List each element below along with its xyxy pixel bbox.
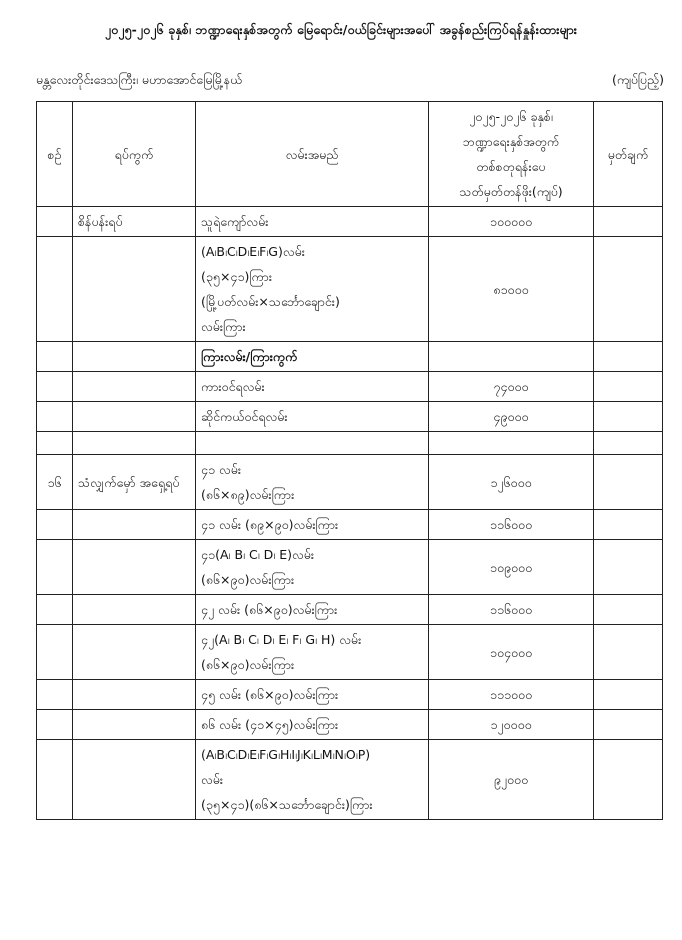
row-remark <box>594 455 663 510</box>
row-quarter: သံလျှက်မှော် အရှေ့ရပ် <box>73 455 196 510</box>
road-line: (A၊B၊C၊D၊E၊F၊G)လမ်း <box>201 244 305 259</box>
road-line: ၄၂(A၊ B၊ C၊ D၊ E၊ F၊ G၊ H) လမ်း <box>201 632 362 647</box>
row-remark <box>594 595 663 625</box>
meta-row <box>36 70 664 96</box>
row-remark <box>594 540 663 595</box>
row-number <box>37 432 73 455</box>
road-line: လမ်းကြား <box>201 319 246 334</box>
row-number <box>37 625 73 680</box>
row-quarter <box>73 625 196 680</box>
road-line: ကြားလမ်း/ကြားကွက် <box>201 349 298 364</box>
road-line: သူရဲကျော်လမ်း <box>201 214 269 229</box>
rates-table <box>36 101 663 820</box>
table-row <box>37 710 663 740</box>
road-line: (၃၅×၄၁)(၈၆×သင်္ဘောချောင်း)ကြား <box>201 797 373 812</box>
table-row <box>37 432 663 455</box>
row-remark <box>594 680 663 710</box>
table-row <box>37 740 663 820</box>
row-number <box>37 207 73 237</box>
region-label: မန္တလေးတိုင်းဒေသကြီး၊ မဟာအောင်မြေမြို့နယ် <box>36 72 243 87</box>
row-road <box>196 625 429 680</box>
row-quarter <box>73 540 196 595</box>
row-value: ၁၀၉၀၀၀ <box>429 540 594 595</box>
row-quarter <box>73 342 196 372</box>
row-remark <box>594 237 663 342</box>
road-line: (မြို့ပတ်လမ်း×သင်္ဘောချောင်း) <box>201 294 340 309</box>
row-quarter <box>73 510 196 540</box>
row-number <box>37 740 73 820</box>
header-value-line: တစ်စတုရန်းပေ <box>476 159 546 174</box>
row-number <box>37 402 73 432</box>
row-road <box>196 207 429 237</box>
row-value <box>429 432 594 455</box>
row-remark <box>594 342 663 372</box>
road-line: (၈၆×၉၀)လမ်းကြား <box>201 572 295 587</box>
row-number <box>37 237 73 342</box>
header-remark: မှတ်ချက် <box>594 102 663 207</box>
row-value: ၁၂၆၀၀၀ <box>429 455 594 510</box>
row-road <box>196 595 429 625</box>
row-quarter <box>73 372 196 402</box>
table-row <box>37 402 663 432</box>
road-line: လမ်း <box>201 772 224 787</box>
road-line: ဆိုင်ကယ်ဝင်ရလမ်း <box>201 409 288 424</box>
row-number: ၁၆ <box>37 455 73 510</box>
table-row <box>37 510 663 540</box>
road-line: (၃၅×၄၁)ကြား <box>201 269 272 284</box>
row-number <box>37 680 73 710</box>
road-line: (၈၆×၉၀)လမ်းကြား <box>201 657 295 672</box>
row-road <box>196 740 429 820</box>
road-line: ၄၂ လမ်း (၈၆×၉၀)လမ်းကြား <box>201 602 338 617</box>
table-row <box>37 237 663 342</box>
row-road <box>196 710 429 740</box>
road-line: ၄၁ လမ်း <box>201 462 242 477</box>
row-quarter <box>73 432 196 455</box>
row-number <box>37 595 73 625</box>
row-value: ၁၂၀၀၀၀ <box>429 710 594 740</box>
row-value: ၁၁၁၀၀၀ <box>429 680 594 710</box>
header-value-line: သတ်မှတ်တန်ဖိုး(ကျပ်) <box>459 184 563 199</box>
row-remark <box>594 432 663 455</box>
table-row <box>37 207 663 237</box>
header-value-line: ၂၀၂၅-၂၀၂၆ ခုနှစ်၊ <box>469 109 553 124</box>
row-value: ၁၁၆၀၀၀ <box>429 510 594 540</box>
row-quarter: စိန်ပန်းရပ် <box>73 207 196 237</box>
document-title: ၂၀၂၅-၂၀၂၆ ခုနှစ်၊ ဘဏ္ဍာရေးနှစ်အတွက် မြေရောင်း/ဝယ်ခြင်းများအပေါ် အခွန်စည်းကြပ်ရန်နှုန်းထားများ <box>104 22 578 37</box>
row-number <box>37 710 73 740</box>
header-no: စဉ် <box>37 102 73 207</box>
header-value <box>429 102 594 207</box>
row-remark <box>594 710 663 740</box>
row-remark <box>594 207 663 237</box>
row-remark <box>594 625 663 680</box>
road-line: ၄၁ လမ်း (၈၉×၉၀)လမ်းကြား <box>201 517 339 532</box>
row-road <box>196 342 429 372</box>
road-line: ကားဝင်ရလမ်း <box>201 379 265 394</box>
row-quarter <box>73 680 196 710</box>
row-value: ၁၀၀၀၀၀ <box>429 207 594 237</box>
row-value: ၉၂၀၀၀ <box>429 740 594 820</box>
road-line: ၈၆ လမ်း (၄၁×၄၅)လမ်းကြား <box>201 717 339 732</box>
row-value: ၄၉၀၀၀ <box>429 402 594 432</box>
row-remark <box>594 402 663 432</box>
row-value: ၁၁၆၀၀၀ <box>429 595 594 625</box>
row-value <box>429 342 594 372</box>
table-row <box>37 540 663 595</box>
row-road <box>196 237 429 342</box>
header-value-line: ဘဏ္ဍာရေးနှစ်အတွက် <box>462 134 560 149</box>
row-remark <box>594 510 663 540</box>
table-row <box>37 455 663 510</box>
table-row <box>37 680 663 710</box>
row-road <box>196 680 429 710</box>
row-value: ၁၀၄၀၀၀ <box>429 625 594 680</box>
row-road <box>196 372 429 402</box>
row-quarter <box>73 710 196 740</box>
row-road <box>196 432 429 455</box>
row-value: ၇၄၀၀၀ <box>429 372 594 402</box>
table-row <box>37 625 663 680</box>
row-value: ၈၁၀၀၀ <box>429 237 594 342</box>
unit-label: (ကျပ်ပြည့်) <box>611 72 664 87</box>
row-number <box>37 342 73 372</box>
road-line: (၈၆×၈၉)လမ်းကြား <box>201 487 295 502</box>
row-road <box>196 402 429 432</box>
row-quarter <box>73 237 196 342</box>
row-road <box>196 510 429 540</box>
road-line: ၄၁(A၊ B၊ C၊ D၊ E)လမ်း <box>201 547 315 562</box>
row-road <box>196 540 429 595</box>
header-road: လမ်းအမည် <box>196 102 429 207</box>
table-row <box>37 342 663 372</box>
row-quarter <box>73 402 196 432</box>
row-quarter <box>73 595 196 625</box>
table-row <box>37 595 663 625</box>
row-road <box>196 455 429 510</box>
row-number <box>37 510 73 540</box>
header-row <box>37 102 663 207</box>
row-remark <box>594 740 663 820</box>
header-quarter: ရပ်ကွက် <box>73 102 196 207</box>
table-row <box>37 372 663 402</box>
row-remark <box>594 372 663 402</box>
road-line: ၄၅ လမ်း (၈၆×၉၀)လမ်းကြား <box>201 687 339 702</box>
row-quarter <box>73 740 196 820</box>
row-number <box>37 372 73 402</box>
row-number <box>37 540 73 595</box>
road-line: (A၊B၊C၊D၊E၊F၊G၊H၊I၊J၊K၊L၊M၊N၊O၊P) <box>201 747 371 762</box>
table-body <box>37 207 663 820</box>
